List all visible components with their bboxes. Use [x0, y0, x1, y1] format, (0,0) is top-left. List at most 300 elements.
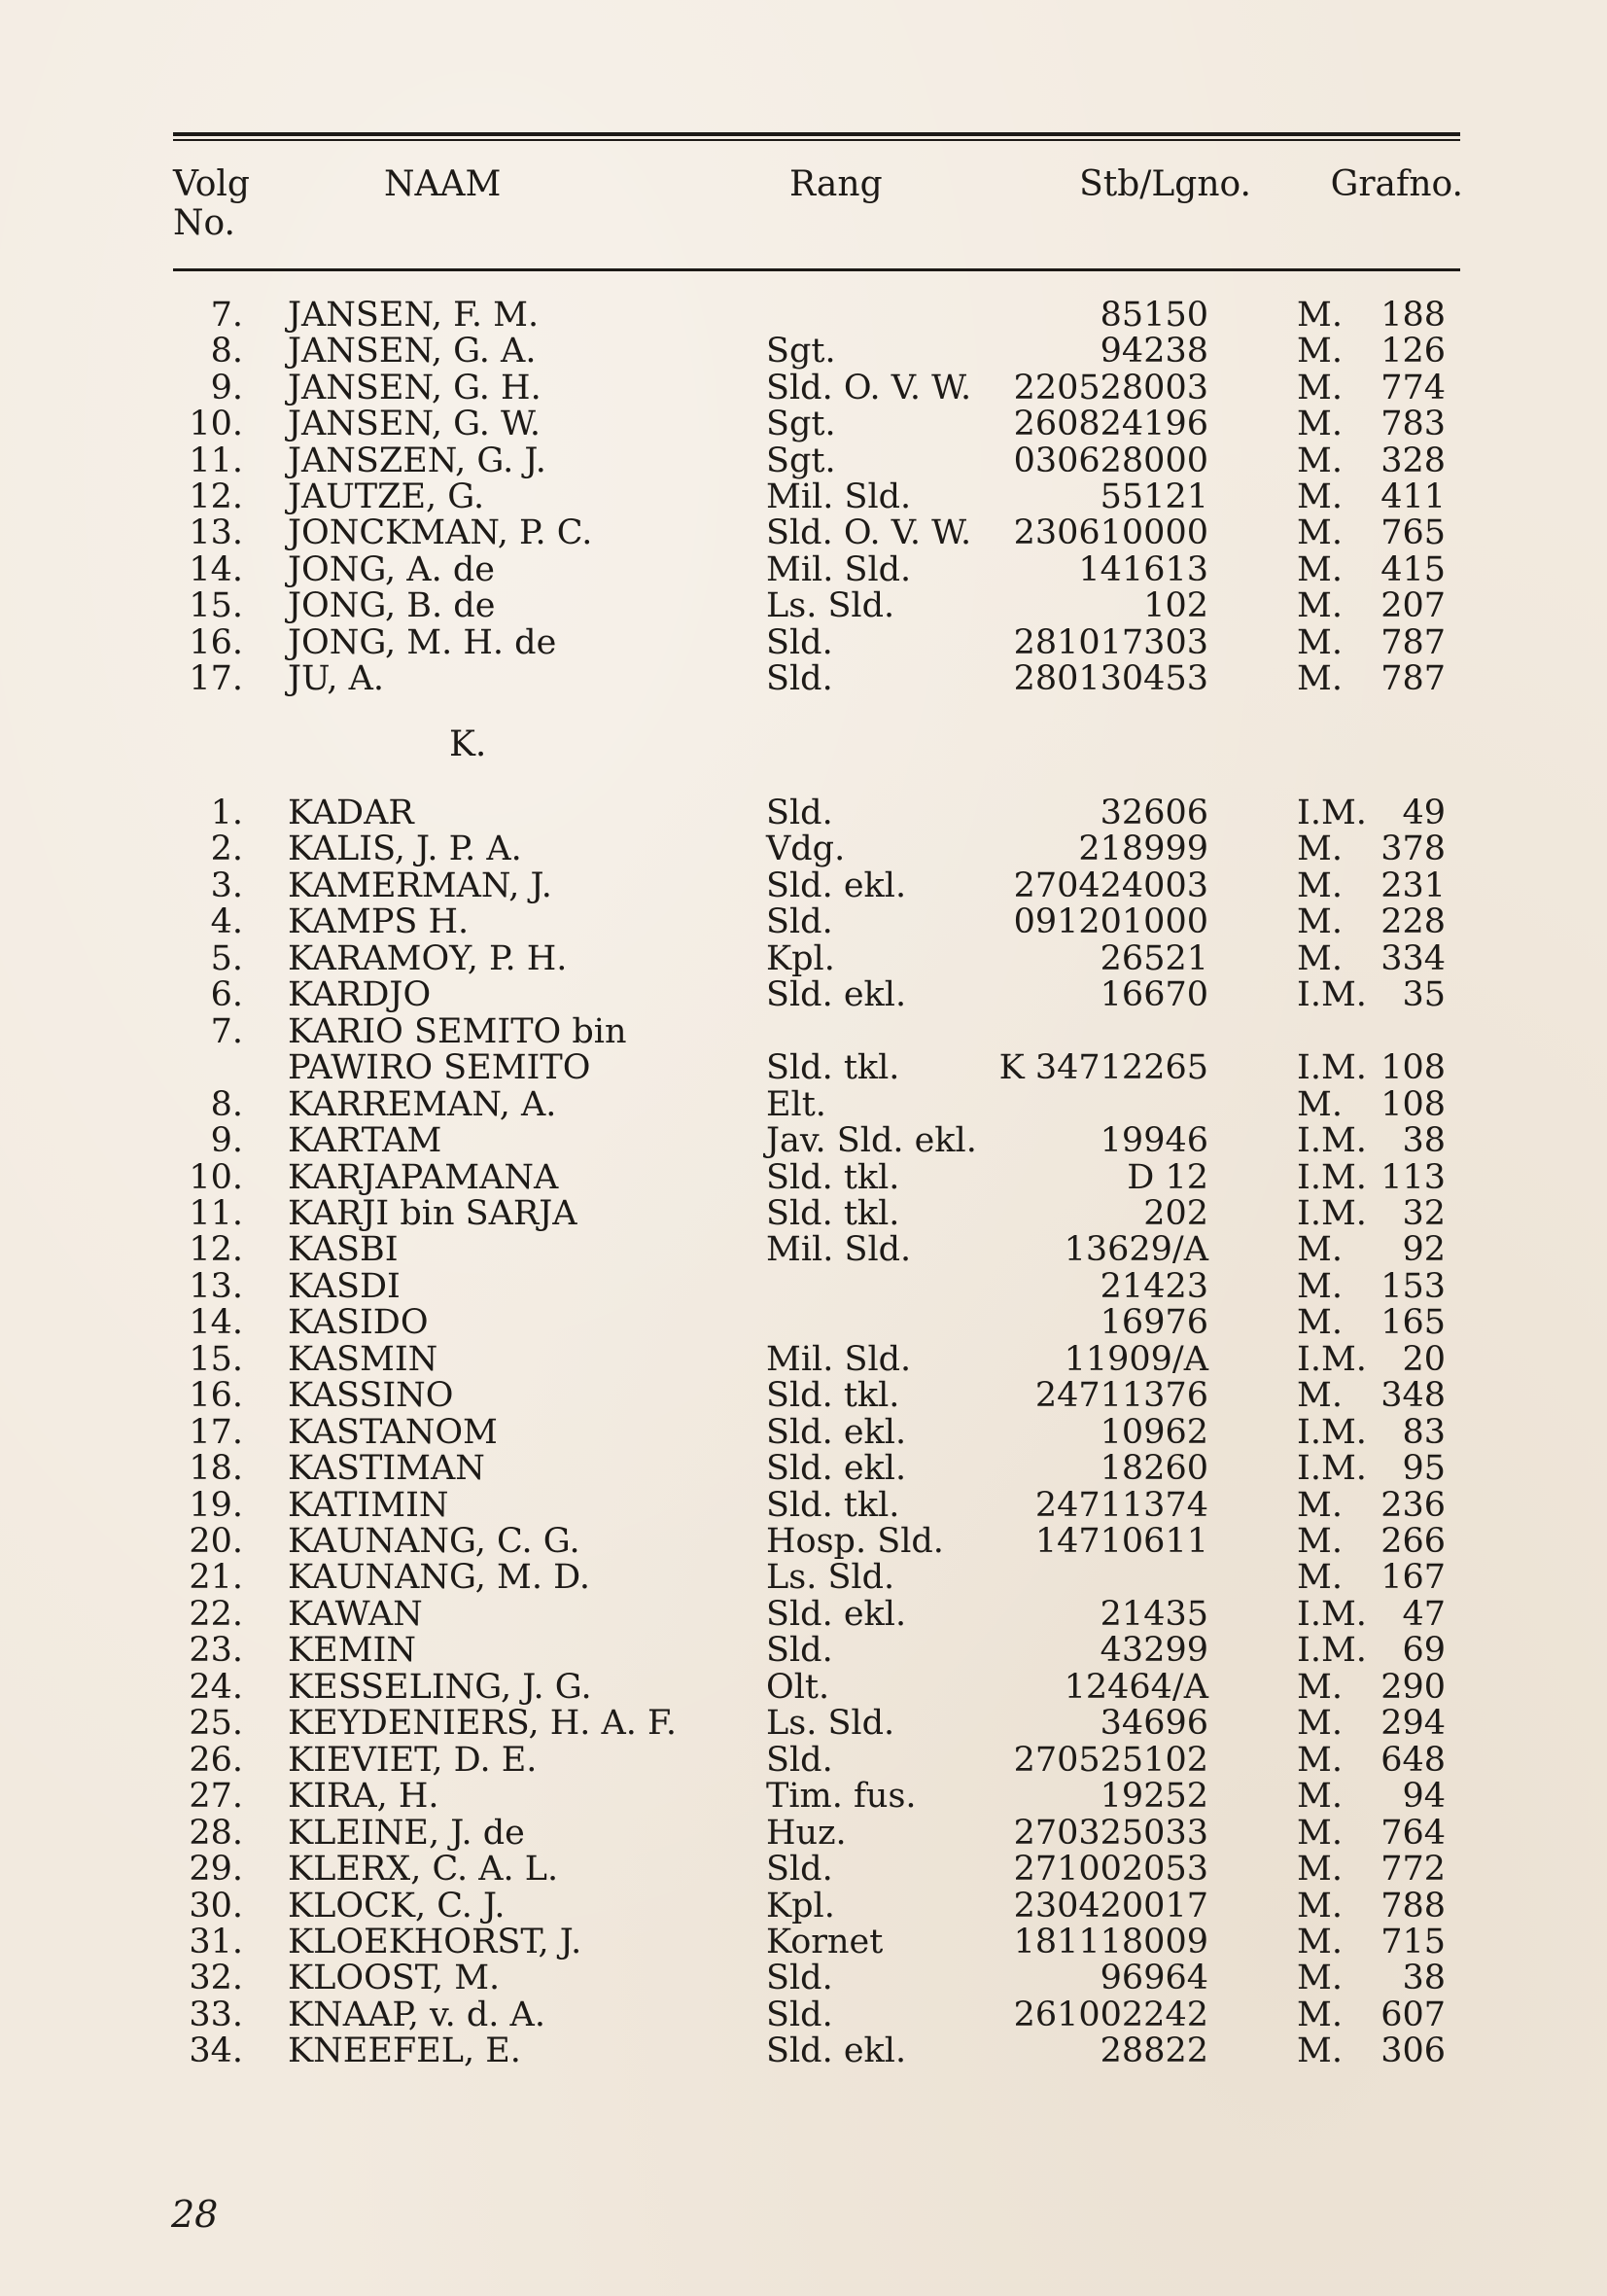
- entry-stb-lgno: 13629/A: [1064, 1230, 1208, 1270]
- table-row: [0, 588, 1607, 624]
- entry-rank: Sgt.: [766, 405, 836, 444]
- entry-grave-number: 38: [1402, 1121, 1446, 1161]
- entry-grave-section: I.M.: [1297, 1449, 1367, 1489]
- entry-stb-lgno: 19946: [1100, 1121, 1208, 1161]
- entry-stb-lgno: 261002242: [1013, 1995, 1208, 2034]
- entry-number: 18.: [189, 1449, 243, 1489]
- entry-number: 25.: [189, 1704, 243, 1744]
- entry-rank: Sgt.: [766, 332, 836, 371]
- entry-name: KASSINO: [288, 1376, 454, 1416]
- entry-number: 11.: [189, 441, 243, 480]
- entry-grave-number: 772: [1380, 1850, 1446, 1890]
- entry-name: KLOOST, M.: [288, 1959, 501, 1998]
- table-row: [0, 622, 1607, 662]
- entry-grave-section: M.: [1297, 830, 1343, 869]
- entry-number: 4.: [210, 902, 243, 942]
- header-rang: Rang: [789, 164, 883, 204]
- entry-number: 33.: [189, 1995, 243, 2034]
- table-row: [0, 1524, 1607, 1560]
- table-row: [0, 1667, 1607, 1707]
- entry-number: 22.: [189, 1594, 243, 1634]
- entry-grave-section: I.M.: [1297, 975, 1367, 1015]
- entry-stb-lgno: 270525102: [1013, 1740, 1208, 1780]
- entry-name: KASTANOM: [288, 1412, 498, 1452]
- entry-rank: Mil. Sld.: [766, 1230, 912, 1270]
- entry-name: KASDI: [288, 1266, 401, 1306]
- entry-name: KARDJO: [288, 975, 432, 1015]
- table-row: [0, 1084, 1607, 1124]
- entry-grave-number: 348: [1380, 1376, 1446, 1416]
- table-row: [0, 368, 1607, 407]
- entry-name: KLERX, C. A. L.: [288, 1850, 559, 1890]
- entry-name: JAUTZE, G.: [288, 477, 485, 516]
- entry-number: 13.: [189, 513, 243, 553]
- entry-number: 7.: [210, 296, 243, 335]
- entry-number: 23.: [189, 1631, 243, 1671]
- table-row: [0, 549, 1607, 589]
- entry-stb-lgno: 11909/A: [1064, 1339, 1208, 1379]
- entry-number: 31.: [189, 1922, 243, 1961]
- entry-stb-lgno: 32606: [1100, 794, 1208, 832]
- entry-stb-lgno: 271002053: [1013, 1850, 1208, 1890]
- entry-name: KASTIMAN: [288, 1449, 485, 1489]
- entry-number: 17.: [189, 659, 243, 698]
- entry-number: 29.: [189, 1850, 243, 1890]
- entry-grave-number: 334: [1380, 938, 1446, 978]
- table-row: [0, 1960, 1607, 1996]
- table-row: [0, 1050, 1607, 1086]
- entry-number: 32.: [189, 1959, 243, 1998]
- table-row: [0, 1451, 1607, 1487]
- entry-grave-number: 188: [1380, 296, 1446, 335]
- entry-grave-number: 290: [1380, 1667, 1446, 1707]
- entry-grave-section: M.: [1297, 622, 1343, 662]
- table-row: [0, 938, 1607, 978]
- entry-stb-lgno: D 12: [1127, 1157, 1208, 1197]
- entry-name: KAMERMAN, J.: [288, 865, 552, 905]
- entry-stb-lgno: 202: [1143, 1193, 1208, 1233]
- entry-stb-lgno: 091201000: [1013, 902, 1208, 942]
- header-top-rule: [173, 132, 1460, 136]
- entry-number: 13.: [189, 1266, 243, 1306]
- entry-grave-section: I.M.: [1297, 1412, 1367, 1452]
- entry-number: 6.: [210, 975, 243, 1015]
- entry-rank: Sld. ekl.: [766, 975, 907, 1015]
- entry-grave-section: M.: [1297, 1667, 1343, 1707]
- entry-name: KLOCK, C. J.: [288, 1886, 506, 1925]
- entry-grave-number: 783: [1380, 405, 1446, 444]
- entry-stb-lgno: 260824196: [1013, 405, 1208, 444]
- entry-grave-section: M.: [1297, 938, 1343, 978]
- header-bottom-rule: [173, 268, 1460, 271]
- entry-rank: Sld. tkl.: [766, 1048, 900, 1088]
- entry-number: 15.: [189, 1339, 243, 1379]
- entry-name: JANSEN, F. M.: [288, 296, 540, 335]
- table-row: [0, 1633, 1607, 1669]
- entry-grave-section: M.: [1297, 1558, 1343, 1598]
- entry-number: 7.: [210, 1011, 243, 1051]
- table-row: [0, 1886, 1607, 1925]
- entry-grave-number: 411: [1380, 477, 1446, 516]
- entry-stb-lgno: 94238: [1100, 332, 1208, 371]
- entry-stb-lgno: 43299: [1100, 1631, 1208, 1671]
- entry-grave-section: M.: [1297, 368, 1343, 407]
- table-row: [0, 1560, 1607, 1596]
- entry-grave-number: 764: [1380, 1813, 1446, 1853]
- entry-grave-number: 774: [1380, 368, 1446, 407]
- entry-rank: Sld.: [766, 902, 833, 942]
- table-row: [0, 1813, 1607, 1853]
- entry-grave-section: I.M.: [1297, 1193, 1367, 1233]
- table-row: [0, 661, 1607, 697]
- entry-name: KIEVIET, D. E.: [288, 1740, 538, 1780]
- entry-stb-lgno: 24711374: [1034, 1485, 1208, 1525]
- entry-rank: Sld.: [766, 1959, 833, 1998]
- entry-grave-section: M.: [1297, 1303, 1343, 1343]
- entry-name: KESSELING, J. G.: [288, 1667, 592, 1707]
- entry-grave-section: I.M.: [1297, 1594, 1367, 1634]
- entry-stb-lgno: 220528003: [1013, 368, 1208, 407]
- entry-number: 11.: [189, 1193, 243, 1233]
- table-row: [0, 1011, 1607, 1051]
- entry-grave-section: M.: [1297, 1230, 1343, 1270]
- entry-grave-number: 328: [1380, 441, 1446, 480]
- entry-name: JONCKMAN, P. C.: [288, 513, 593, 553]
- entry-grave-number: 607: [1380, 1995, 1446, 2034]
- entry-name: KASBI: [288, 1230, 399, 1270]
- entry-grave-section: M.: [1297, 865, 1343, 905]
- entry-stb-lgno: 270424003: [1013, 865, 1208, 905]
- table-row: [0, 1706, 1607, 1742]
- entry-grave-section: M.: [1297, 1740, 1343, 1780]
- entry-grave-section: I.M.: [1297, 1048, 1367, 1088]
- entry-rank: Jav. Sld. ekl.: [766, 1121, 977, 1161]
- entry-name: KARJI bin SARJA: [288, 1193, 577, 1233]
- entry-rank: Sld. O. V. W.: [766, 368, 972, 407]
- entry-grave-number: 231: [1380, 865, 1446, 905]
- entry-grave-section: M.: [1297, 1485, 1343, 1525]
- entry-rank: Sld.: [766, 794, 833, 832]
- entry-rank: Kpl.: [766, 938, 835, 978]
- entry-name: KAWAN: [288, 1594, 423, 1634]
- entry-rank: Sld. ekl.: [766, 1449, 907, 1489]
- entry-grave-number: 83: [1402, 1412, 1446, 1452]
- table-row: [0, 1997, 1607, 2033]
- entry-rank: Kpl.: [766, 1886, 835, 1925]
- entry-number: 24.: [189, 1667, 243, 1707]
- entry-name: KLOEKHORST, J.: [288, 1922, 582, 1961]
- entry-rank: Vdg.: [766, 830, 846, 869]
- entry-grave-section: M.: [1297, 1266, 1343, 1306]
- entry-number: 34.: [189, 2031, 243, 2071]
- header-no: No.: [173, 203, 235, 243]
- entry-name: KALIS, J. P. A.: [288, 830, 522, 869]
- entry-grave-number: 787: [1380, 622, 1446, 662]
- entry-number: 10.: [189, 405, 243, 444]
- table-row: [0, 795, 1607, 831]
- entry-grave-number: 228: [1380, 902, 1446, 942]
- entry-grave-number: 787: [1380, 659, 1446, 698]
- entry-grave-number: 108: [1380, 1084, 1446, 1124]
- entry-rank: Sld. tkl.: [766, 1193, 900, 1233]
- entry-number: 8.: [210, 1084, 243, 1124]
- entry-number: 1.: [210, 794, 243, 832]
- entry-stb-lgno: 12464/A: [1064, 1667, 1208, 1707]
- entry-number: 27.: [189, 1777, 243, 1817]
- entry-grave-number: 165: [1380, 1303, 1446, 1343]
- table-row: [0, 2033, 1607, 2069]
- section-heading-k: K.: [449, 724, 487, 764]
- entry-grave-section: M.: [1297, 549, 1343, 589]
- entry-name: KAUNANG, C. G.: [288, 1522, 580, 1561]
- entry-grave-number: 167: [1380, 1558, 1446, 1598]
- entry-grave-section: M.: [1297, 296, 1343, 335]
- table-row: [0, 1922, 1607, 1961]
- table-row: [0, 1232, 1607, 1268]
- entry-grave-section: I.M.: [1297, 1121, 1367, 1161]
- entry-grave-section: M.: [1297, 659, 1343, 698]
- entry-name: KIRA, H.: [288, 1777, 439, 1817]
- entry-name: JANSEN, G. H.: [288, 368, 541, 407]
- entry-stb-lgno: 21423: [1100, 1266, 1208, 1306]
- entry-stb-lgno: 96964: [1100, 1959, 1208, 1998]
- table-row: [0, 977, 1607, 1013]
- entry-grave-section: M.: [1297, 1995, 1343, 2034]
- entry-number: 12.: [189, 1230, 243, 1270]
- entry-stb-lgno: 24711376: [1034, 1376, 1208, 1416]
- entry-grave-number: 788: [1380, 1886, 1446, 1925]
- entry-name: KNEEFEL, E.: [288, 2031, 521, 2071]
- header-stb: Stb/Lgno.: [1079, 164, 1251, 204]
- entry-stb-lgno: 218999: [1078, 830, 1208, 869]
- entry-stb-lgno: 55121: [1100, 477, 1208, 516]
- table-row: [0, 1594, 1607, 1634]
- entry-number: 26.: [189, 1740, 243, 1780]
- entry-grave-number: 153: [1380, 1266, 1446, 1306]
- entry-grave-number: 415: [1380, 549, 1446, 589]
- entry-number: 12.: [189, 477, 243, 516]
- entry-rank: Mil. Sld.: [766, 477, 912, 516]
- entry-stb-lgno: 181118009: [1013, 1922, 1208, 1961]
- entry-number: 14.: [189, 549, 243, 589]
- entry-stb-lgno: 280130453: [1013, 659, 1208, 698]
- table-row: [0, 1123, 1607, 1159]
- entry-rank: Ls. Sld.: [766, 1558, 895, 1598]
- entry-name: KLEINE, J. de: [288, 1813, 525, 1853]
- entry-grave-number: 207: [1380, 586, 1446, 626]
- entry-stb-lgno: 16976: [1100, 1303, 1208, 1343]
- entry-number: 15.: [189, 586, 243, 626]
- entry-rank: Sld. ekl.: [766, 1412, 907, 1452]
- entry-number: 2.: [210, 830, 243, 869]
- entry-rank: Mil. Sld.: [766, 1339, 912, 1379]
- entry-grave-number: 715: [1380, 1922, 1446, 1961]
- entry-grave-section: M.: [1297, 1084, 1343, 1124]
- table-row: [0, 1339, 1607, 1379]
- entry-grave-number: 306: [1380, 2031, 1446, 2071]
- entry-grave-number: 126: [1380, 332, 1446, 371]
- table-row: [0, 1779, 1607, 1815]
- entry-name: KASIDO: [288, 1303, 429, 1343]
- entry-rank: Mil. Sld.: [766, 549, 912, 589]
- entry-name: KARREMAN, A.: [288, 1084, 557, 1124]
- entry-name: KAMPS H.: [288, 902, 470, 942]
- entry-stb-lgno: 270325033: [1013, 1813, 1208, 1853]
- header-top-rule-thin: [173, 139, 1460, 141]
- entry-name: KARIO SEMITO bin: [288, 1011, 627, 1051]
- entry-stb-lgno: 141613: [1078, 549, 1208, 589]
- header-volg: Volg: [173, 164, 250, 204]
- entry-stb-lgno: 19252: [1100, 1777, 1208, 1817]
- table-row: [0, 904, 1607, 940]
- entry-rank: Kornet: [766, 1922, 884, 1961]
- entry-grave-number: 69: [1402, 1631, 1446, 1671]
- entry-rank: Sld. tkl.: [766, 1157, 900, 1197]
- table-row: [0, 298, 1607, 334]
- entry-grave-section: I.M.: [1297, 1631, 1367, 1671]
- entry-stb-lgno: 26521: [1100, 938, 1208, 978]
- entry-number: 5.: [210, 938, 243, 978]
- entry-stb-lgno: 14710611: [1034, 1522, 1208, 1561]
- entry-rank: Sld.: [766, 1740, 833, 1780]
- entry-rank: Sgt.: [766, 441, 836, 480]
- entry-number: 21.: [189, 1558, 243, 1598]
- entry-name: KADAR: [288, 794, 414, 832]
- entry-grave-section: M.: [1297, 1376, 1343, 1416]
- page-number: 28: [171, 2193, 219, 2236]
- entry-number: 17.: [189, 1412, 243, 1452]
- entry-grave-section: I.M.: [1297, 794, 1367, 832]
- entry-name: KARJAPAMANA: [288, 1157, 559, 1197]
- entry-name: KASMIN: [288, 1339, 438, 1379]
- entry-rank: Sld.: [766, 622, 833, 662]
- entry-number: 8.: [210, 332, 243, 371]
- entry-grave-number: 47: [1402, 1594, 1446, 1634]
- entry-stb-lgno: 34696: [1100, 1704, 1208, 1744]
- entry-grave-section: I.M.: [1297, 1339, 1367, 1379]
- entry-number: 10.: [189, 1157, 243, 1197]
- entry-number: 16.: [189, 1376, 243, 1416]
- table-row: [0, 831, 1607, 867]
- entry-grave-section: M.: [1297, 1777, 1343, 1817]
- entry-rank: Sld.: [766, 1850, 833, 1890]
- entry-grave-number: 108: [1380, 1048, 1446, 1088]
- entry-name: JONG, M. H. de: [288, 622, 557, 662]
- entry-grave-section: M.: [1297, 477, 1343, 516]
- entry-stb-lgno: 28822: [1100, 2031, 1208, 2071]
- entry-name: KARTAM: [288, 1121, 442, 1161]
- entry-rank: Sld. ekl.: [766, 1594, 907, 1634]
- entry-stb-lgno: 16670: [1100, 975, 1208, 1015]
- table-row: [0, 865, 1607, 905]
- entry-grave-number: 294: [1380, 1704, 1446, 1744]
- entry-name: KAUNANG, M. D.: [288, 1558, 591, 1598]
- entry-grave-number: 20: [1402, 1339, 1446, 1379]
- entry-number: 19.: [189, 1485, 243, 1525]
- entry-name: JANSEN, G. A.: [288, 332, 537, 371]
- entry-grave-section: M.: [1297, 441, 1343, 480]
- table-row: [0, 1157, 1607, 1197]
- entry-grave-number: 92: [1402, 1230, 1446, 1270]
- entry-grave-section: M.: [1297, 1813, 1343, 1853]
- table-row: [0, 406, 1607, 442]
- table-row: [0, 1378, 1607, 1414]
- entry-rank: Hosp. Sld.: [766, 1522, 944, 1561]
- entry-rank: Ls. Sld.: [766, 1704, 895, 1744]
- entry-name: KNAAP, v. d. A.: [288, 1995, 545, 2034]
- entry-grave-section: M.: [1297, 1922, 1343, 1961]
- table-row: [0, 1852, 1607, 1888]
- entry-stb-lgno: 85150: [1100, 296, 1208, 335]
- entry-number: 28.: [189, 1813, 243, 1853]
- table-row: [0, 1740, 1607, 1780]
- entry-grave-section: M.: [1297, 2031, 1343, 2071]
- entry-grave-number: 32: [1402, 1193, 1446, 1233]
- entry-number: 3.: [210, 865, 243, 905]
- entry-grave-section: M.: [1297, 1886, 1343, 1925]
- entry-number: 20.: [189, 1522, 243, 1561]
- entry-rank: Olt.: [766, 1667, 830, 1707]
- table-row: [0, 1305, 1607, 1341]
- table-row: [0, 1193, 1607, 1233]
- header-naam: NAAM: [384, 164, 502, 204]
- entry-grave-number: 378: [1380, 830, 1446, 869]
- entry-stb-lgno: K 34712265: [998, 1048, 1208, 1088]
- entry-grave-section: M.: [1297, 586, 1343, 626]
- entry-grave-number: 35: [1402, 975, 1446, 1015]
- entry-name: JU, A.: [288, 659, 384, 698]
- entry-stb-lgno: 230610000: [1013, 513, 1208, 553]
- entry-name: JANSEN, G. W.: [288, 405, 541, 444]
- entry-name: KARAMOY, P. H.: [288, 938, 568, 978]
- entry-number: 14.: [189, 1303, 243, 1343]
- entry-grave-section: M.: [1297, 1704, 1343, 1744]
- entry-grave-section: M.: [1297, 1850, 1343, 1890]
- entry-rank: Sld.: [766, 1995, 833, 2034]
- entry-rank: Elt.: [766, 1084, 826, 1124]
- entry-name: KEYDENIERS, H. A. F.: [288, 1704, 678, 1744]
- entry-grave-number: 765: [1380, 513, 1446, 553]
- entry-grave-number: 648: [1380, 1740, 1446, 1780]
- entry-grave-number: 49: [1402, 794, 1446, 832]
- entry-rank: Ls. Sld.: [766, 586, 895, 626]
- entry-grave-number: 95: [1402, 1449, 1446, 1489]
- entry-rank: Sld.: [766, 659, 833, 698]
- entry-rank: Sld. ekl.: [766, 2031, 907, 2071]
- entry-grave-section: M.: [1297, 513, 1343, 553]
- table-row: [0, 443, 1607, 479]
- entry-stb-lgno: 21435: [1100, 1594, 1208, 1634]
- entry-name: JONG, B. de: [288, 586, 496, 626]
- entry-stb-lgno: 102: [1143, 586, 1208, 626]
- table-row: [0, 1266, 1607, 1306]
- entry-rank: Sld. O. V. W.: [766, 513, 972, 553]
- entry-stb-lgno: 030628000: [1013, 441, 1208, 480]
- entry-name: KEMIN: [288, 1631, 416, 1671]
- entry-number: 9.: [210, 368, 243, 407]
- entry-stb-lgno: 18260: [1100, 1449, 1208, 1489]
- entry-grave-section: M.: [1297, 332, 1343, 371]
- entry-grave-section: M.: [1297, 1959, 1343, 1998]
- entry-grave-number: 94: [1402, 1777, 1446, 1817]
- entry-number: 30.: [189, 1886, 243, 1925]
- entry-grave-number: 38: [1402, 1959, 1446, 1998]
- entry-rank: Sld.: [766, 1631, 833, 1671]
- entry-grave-number: 236: [1380, 1485, 1446, 1525]
- table-row: [0, 1485, 1607, 1525]
- entry-grave-section: M.: [1297, 902, 1343, 942]
- entry-rank: Huz.: [766, 1813, 847, 1853]
